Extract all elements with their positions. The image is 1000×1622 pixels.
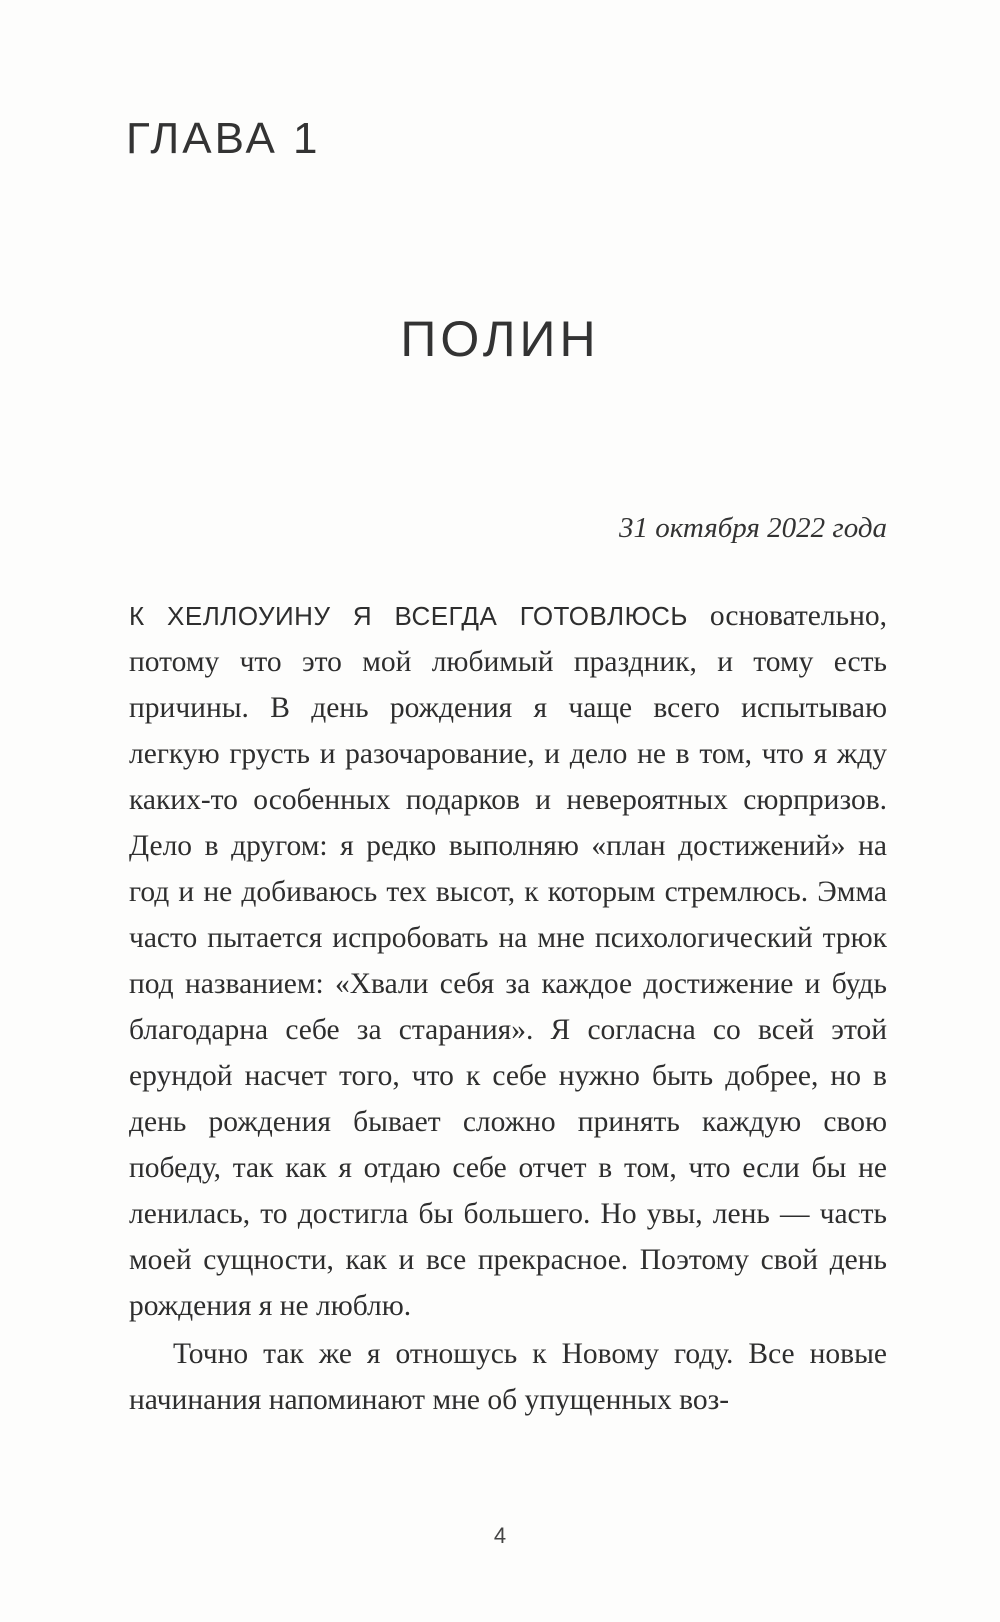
chapter-title: ПОЛИН	[400, 311, 600, 367]
paragraph-1	[129, 593, 887, 1329]
chapter-label: ГЛАВА 1	[126, 114, 321, 163]
dateline: 31 октября 2022 года	[619, 512, 887, 544]
body-text	[129, 593, 887, 1423]
page-number: 4	[493, 1523, 507, 1548]
paragraph-2: Точно так же я отношусь к Новому году. Все новые начинания напоминают мне об упущенных воз-	[129, 1338, 887, 1416]
paragraph-1-text: основательно, потому что это мой любимый праздник, и тому есть причины. В день рождения я чаще всего испытываю легкую грусть и разочарование, и дело не в том, что я жду каких-то особенных подарков и невероятных сюрпризов. Дело в другом: я редко выполняю «план достижений» на год и не добиваюсь тех высот, к которым стремлюсь. Эмма часто пытается испробовать на мне психологический трюк под названием: «Хвали себя за каждое достижение и будь благодарна себе за старания». Я согласна со всей этой ерундой насчет того, что к себе нужно быть добрее, но в день рождения бывает сложно принять каждую свою победу, так как я отдаю себе отчет в том, что если бы не ленилась, то достигла бы большего. Но увы, лень — часть моей сущности, как и все прекрасное. Поэтому свой день рождения я не люблю.	[129, 600, 887, 1322]
paragraph-lead-in: К ХЕЛЛОУИНУ Я ВСЕГДА ГОТОВЛЮСЬ	[129, 601, 688, 631]
